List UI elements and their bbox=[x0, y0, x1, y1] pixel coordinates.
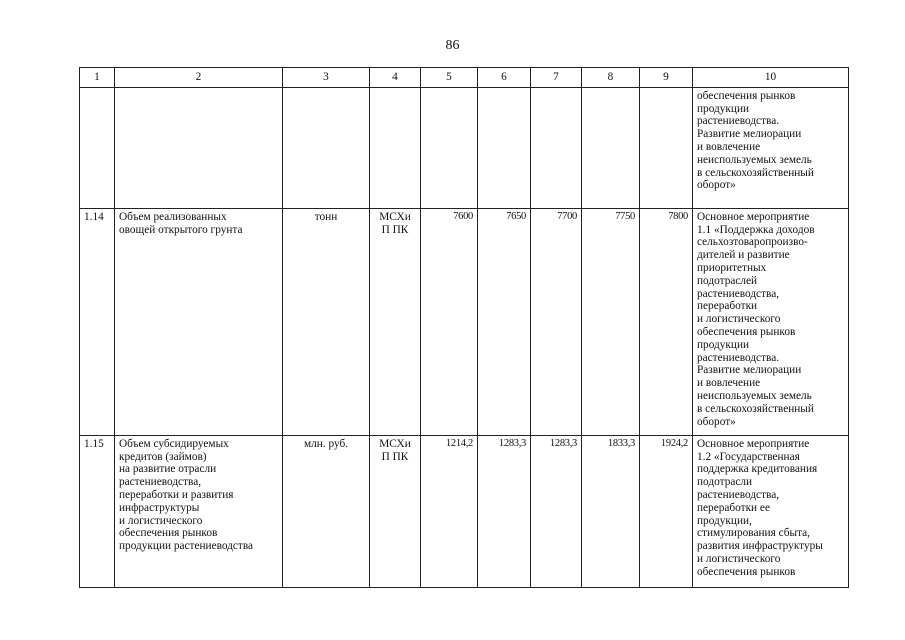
header-col-5: 5 bbox=[421, 68, 478, 88]
indicator-name: Объем реализованных овощей открытого грунта bbox=[115, 208, 283, 435]
value-cell: 1833,3 bbox=[582, 435, 640, 587]
unit: тонн bbox=[283, 208, 370, 435]
header-col-9: 9 bbox=[640, 68, 693, 88]
page-number: 86 bbox=[445, 38, 460, 53]
executor bbox=[370, 87, 421, 208]
value-cell bbox=[478, 87, 531, 208]
executor: МСХи П ПК bbox=[370, 435, 421, 587]
value-cell: 1283,3 bbox=[478, 435, 531, 587]
activity-note: Основное мероприятие 1.1 «Поддержка доходов сельхозтоваропроизво- дителей и развитие приоритетных подотраслей растениеводства, переработки и логистического обеспечения рынков продукции растениеводства. Развитие мелиорации и вовлечение неиспользуемых земель в сельскохозяйственный оборот» bbox=[693, 208, 849, 435]
activity-note: Основное мероприятие 1.2 «Государственная поддержка кредитования подотрасли растениеводства, переработки ее продукции, стимулирования сбыта, развития инфраструктуры и логистического обеспечения рынков bbox=[693, 435, 849, 587]
row-number: 1.14 bbox=[80, 208, 115, 435]
value-cell: 7600 bbox=[421, 208, 478, 435]
table-row bbox=[80, 208, 849, 435]
unit: млн. руб. bbox=[283, 435, 370, 587]
value-cell: 1214,2 bbox=[421, 435, 478, 587]
header-row bbox=[80, 68, 849, 88]
value-cell: 7750 bbox=[582, 208, 640, 435]
value-cell bbox=[531, 87, 582, 208]
table-row bbox=[80, 87, 849, 208]
header-col-2: 2 bbox=[115, 68, 283, 88]
value-cell bbox=[582, 87, 640, 208]
header-col-4: 4 bbox=[370, 68, 421, 88]
value-cell: 7800 bbox=[640, 208, 693, 435]
header-col-1: 1 bbox=[80, 68, 115, 88]
value-cell bbox=[421, 87, 478, 208]
executor: МСХи П ПК bbox=[370, 208, 421, 435]
header-col-3: 3 bbox=[283, 68, 370, 88]
row-number: 1.15 bbox=[80, 435, 115, 587]
activity-note: обеспечения рынков продукции растениеводства. Развитие мелиорации и вовлечение неиспользуемых земель в сельскохозяйственный оборот» bbox=[693, 87, 849, 208]
header-col-8: 8 bbox=[582, 68, 640, 88]
indicator-name bbox=[115, 87, 283, 208]
value-cell: 7700 bbox=[531, 208, 582, 435]
header-col-6: 6 bbox=[478, 68, 531, 88]
unit bbox=[283, 87, 370, 208]
indicators-table bbox=[79, 67, 849, 588]
header-col-7: 7 bbox=[531, 68, 582, 88]
value-cell: 1924,2 bbox=[640, 435, 693, 587]
table-row bbox=[80, 435, 849, 587]
row-number bbox=[80, 87, 115, 208]
value-cell bbox=[640, 87, 693, 208]
value-cell: 1283,3 bbox=[531, 435, 582, 587]
header-col-10: 10 bbox=[693, 68, 849, 88]
value-cell: 7650 bbox=[478, 208, 531, 435]
indicator-name: Объем субсидируемых кредитов (займов) на развитие отрасли растениеводства, переработки и развития инфраструктуры и логистического обеспечения рынков продукции растениеводства bbox=[115, 435, 283, 587]
